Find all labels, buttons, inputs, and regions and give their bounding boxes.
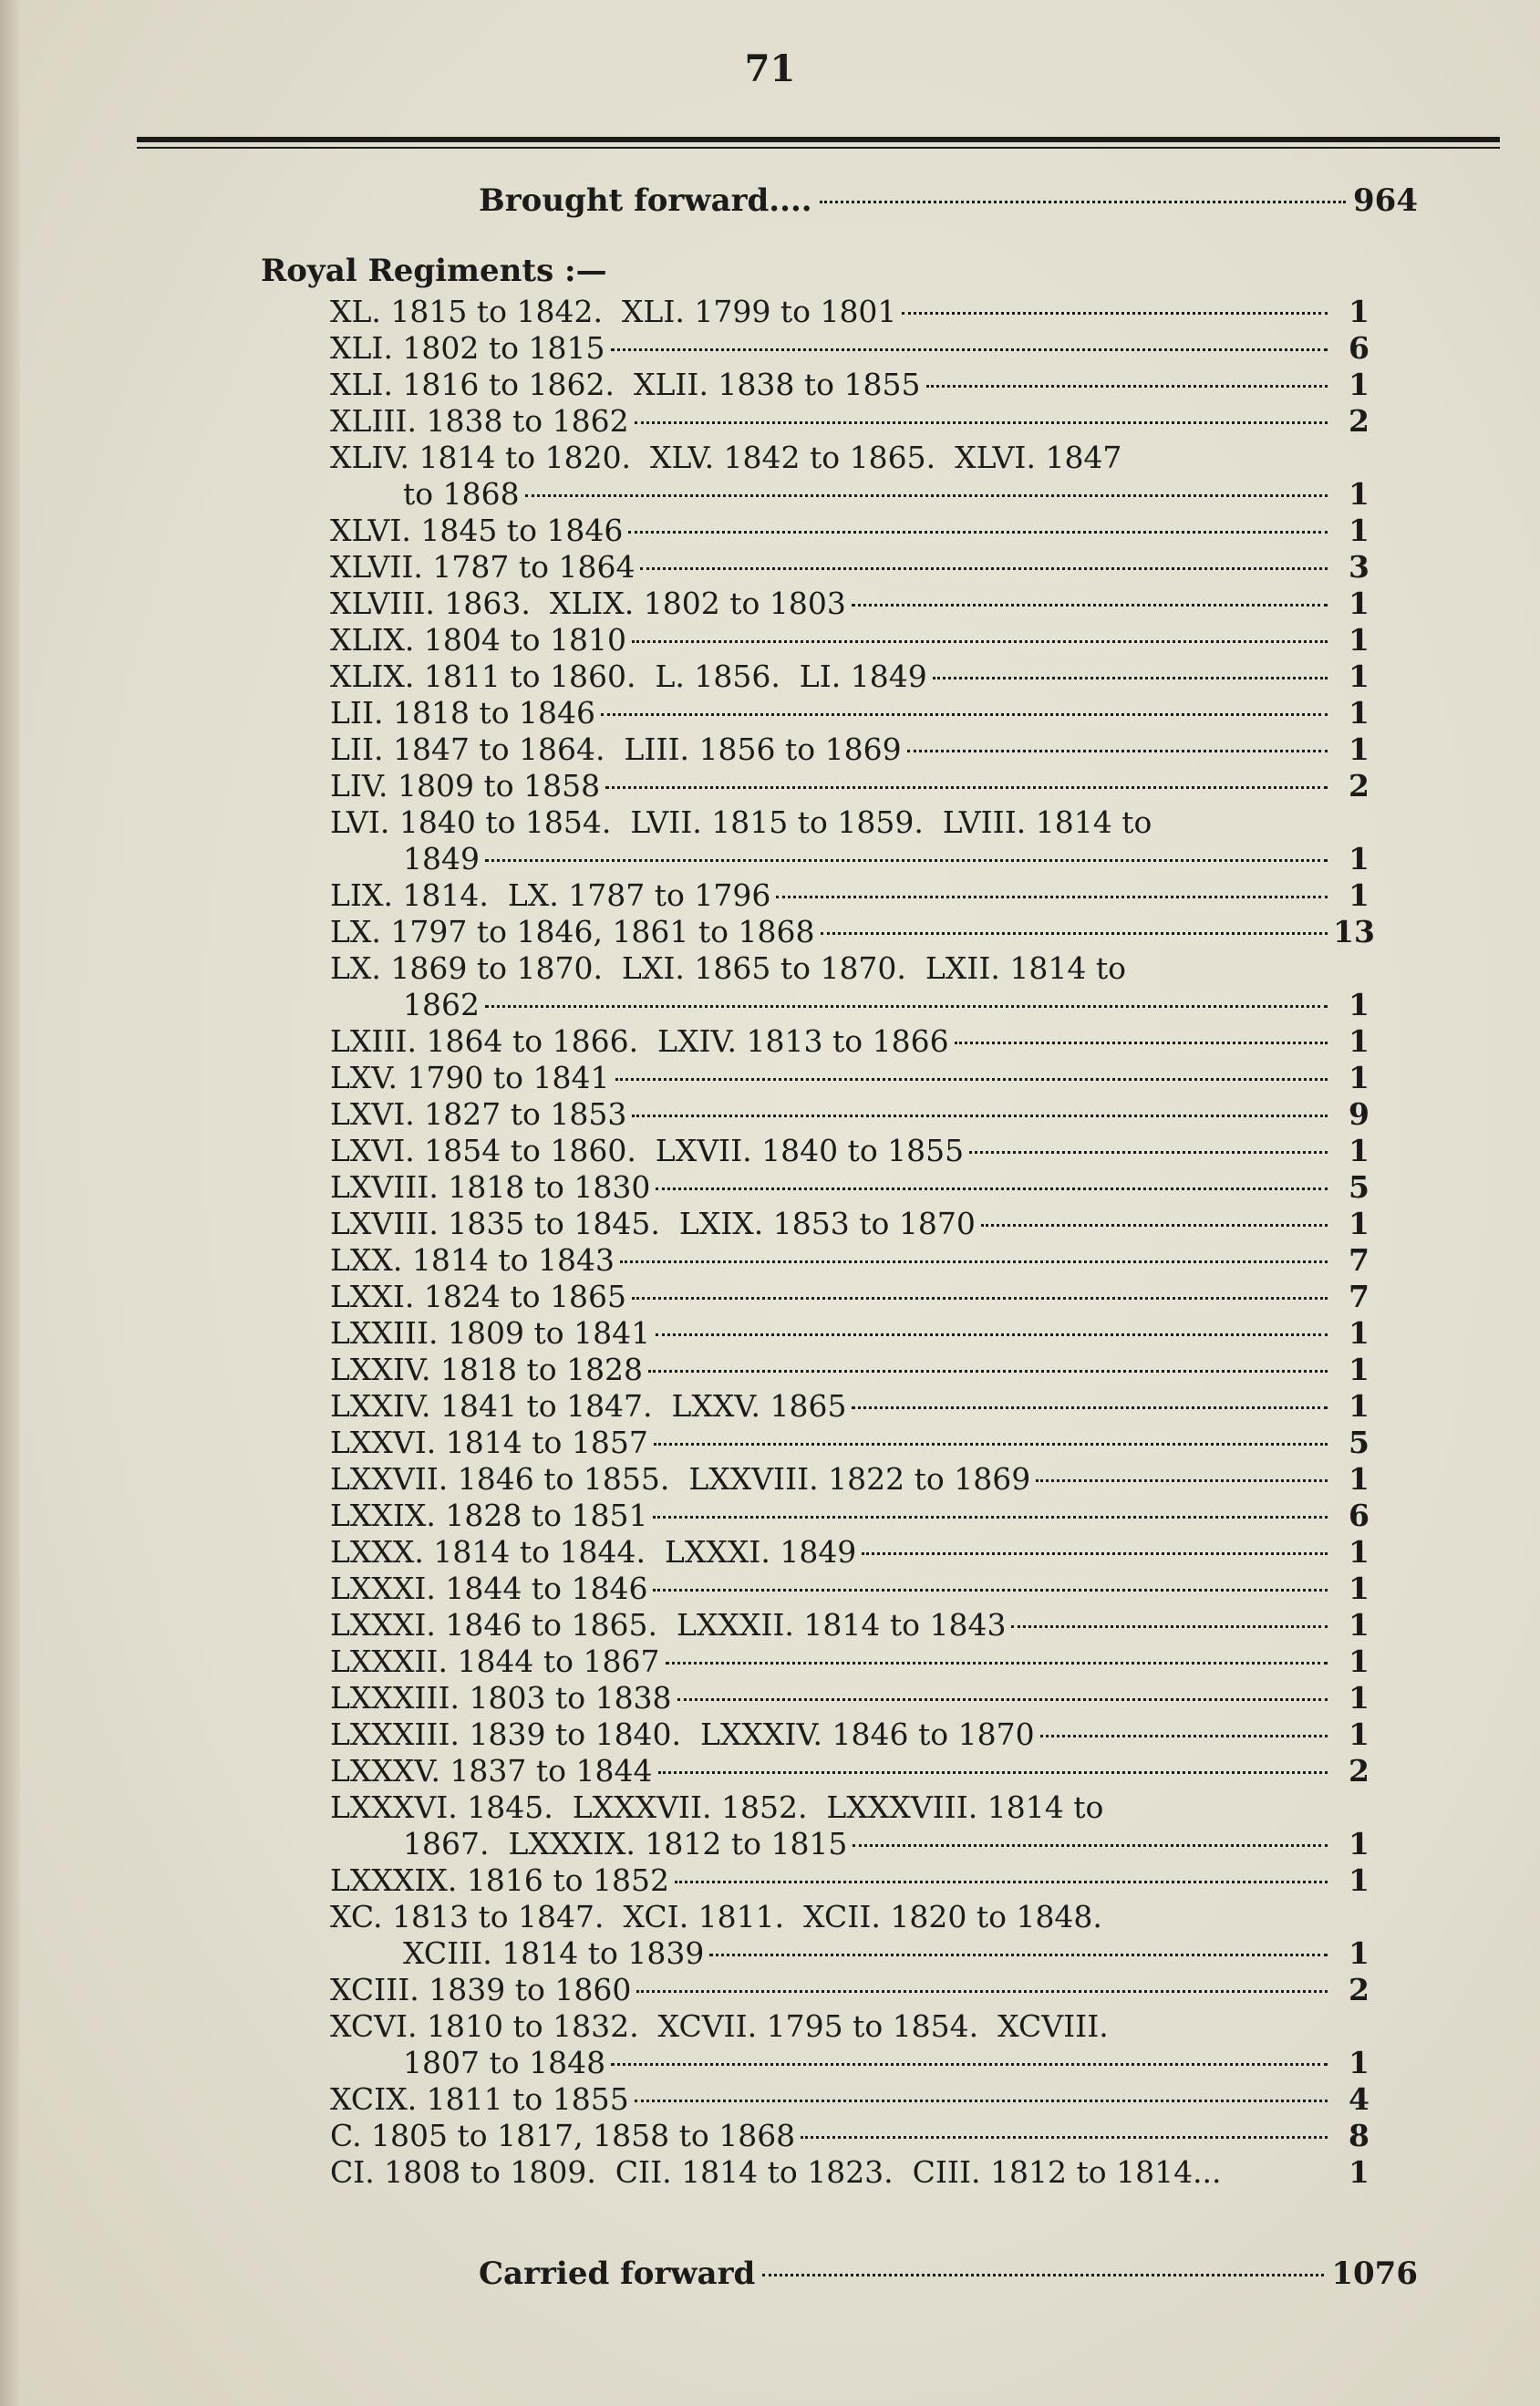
leader-dots bbox=[709, 1954, 1328, 1956]
entry-text: 1849 bbox=[403, 841, 480, 876]
entry-count: 1 bbox=[1349, 1023, 1369, 1059]
regiment-entry bbox=[330, 2008, 1369, 2045]
entry-count: 6 bbox=[1349, 1498, 1369, 1533]
leader-dots bbox=[1011, 1625, 1328, 1628]
entry-continuation-line bbox=[330, 476, 1369, 513]
regiment-entry bbox=[330, 1060, 1369, 1096]
regiment-entry bbox=[330, 2154, 1369, 2191]
entry-text: XLIX. 1804 to 1810 bbox=[330, 622, 626, 658]
leader-dots bbox=[485, 1005, 1328, 1008]
header-double-rule bbox=[137, 137, 1500, 151]
entry-count: 1 bbox=[1349, 1352, 1369, 1387]
entry-count: 1 bbox=[1349, 841, 1369, 876]
entry-text: LXIII. 1864 to 1866. LXIV. 1813 to 1866 bbox=[330, 1023, 949, 1059]
entry-count: 2 bbox=[1349, 1972, 1369, 2007]
entry-text: 1862 bbox=[403, 987, 480, 1022]
entry-text: LX. 1869 to 1870. LXI. 1865 to 1870. LXII. 1814 to bbox=[330, 950, 1126, 986]
entry-count: 1 bbox=[1349, 1607, 1369, 1643]
regiment-entry bbox=[330, 294, 1369, 330]
leader-dots bbox=[907, 750, 1328, 752]
entry-count: 1 bbox=[1349, 1060, 1369, 1095]
entry-text: LX. 1797 to 1846, 1861 to 1868 bbox=[330, 914, 815, 949]
leader-dots bbox=[955, 1042, 1328, 1044]
entry-text: LXXXIX. 1816 to 1852 bbox=[330, 1862, 669, 1898]
entry-text: XLI. 1816 to 1862. XLII. 1838 to 1855 bbox=[330, 367, 921, 402]
leader-dots bbox=[636, 1990, 1328, 1993]
leader-dots bbox=[656, 1187, 1328, 1190]
entry-count: 1 bbox=[1349, 877, 1369, 913]
entry-count: 1 bbox=[1349, 513, 1369, 548]
entry-text: LXXXI. 1846 to 1865. LXXXII. 1814 to 1843 bbox=[330, 1607, 1007, 1643]
regiment-entry bbox=[330, 1972, 1369, 2008]
regiment-entry bbox=[330, 768, 1369, 804]
entry-text: XLVI. 1845 to 1846 bbox=[330, 513, 624, 548]
entry-count: 1 bbox=[1349, 1388, 1369, 1424]
entry-count: 1 bbox=[1349, 659, 1369, 694]
entry-text: XCVI. 1810 to 1832. XCVII. 1795 to 1854. XCVIII. bbox=[330, 2008, 1109, 2044]
leader-dots bbox=[933, 677, 1328, 679]
entry-count: 2 bbox=[1349, 768, 1369, 804]
regiment-entry bbox=[330, 1461, 1369, 1498]
entry-text: LXVI. 1827 to 1853 bbox=[330, 1096, 627, 1132]
leader-dots bbox=[653, 1516, 1328, 1519]
entry-text: LXXIII. 1809 to 1841 bbox=[330, 1315, 651, 1351]
page-spine-shadow bbox=[0, 0, 20, 2406]
leader-dots bbox=[615, 1078, 1328, 1081]
regiment-entry bbox=[330, 1607, 1369, 1644]
entry-text: XL. 1815 to 1842. XLI. 1799 to 1801 bbox=[330, 294, 897, 329]
entry-text: CI. 1808 to 1809. CII. 1814 to 1823. CIII. 1812 to 1814... bbox=[330, 2154, 1222, 2190]
entry-count: 1 bbox=[1349, 1644, 1369, 1679]
page-number: 71 bbox=[744, 47, 796, 90]
regiment-entry bbox=[330, 659, 1369, 695]
entry-count: 5 bbox=[1349, 1425, 1369, 1460]
regiment-entry bbox=[330, 1716, 1369, 1753]
leader-dots bbox=[820, 201, 1346, 203]
entry-text: LXXXIII. 1803 to 1838 bbox=[330, 1680, 672, 1716]
leader-dots bbox=[852, 1406, 1328, 1409]
carried-forward-value: 1076 bbox=[1331, 2256, 1418, 2292]
regiment-entry bbox=[330, 1498, 1369, 1534]
regiment-entry bbox=[330, 1206, 1369, 1242]
regiment-entry bbox=[330, 695, 1369, 731]
regiment-entry bbox=[330, 877, 1369, 914]
regiment-entry bbox=[330, 586, 1369, 622]
entry-text: XLIV. 1814 to 1820. XLV. 1842 to 1865. XLVI. 1847 bbox=[330, 440, 1122, 475]
leader-dots bbox=[1036, 1479, 1328, 1482]
entry-text: XCIII. 1814 to 1839 bbox=[403, 1935, 705, 1971]
entry-count: 1 bbox=[1349, 2045, 1369, 2080]
entry-count: 1 bbox=[1349, 987, 1369, 1022]
regiment-entry bbox=[330, 513, 1369, 549]
leader-dots bbox=[654, 1443, 1328, 1446]
brought-forward-row bbox=[479, 182, 1418, 219]
entry-text: LVI. 1840 to 1854. LVII. 1815 to 1859. LVIII. 1814 to bbox=[330, 804, 1152, 840]
entry-text: LXVIII. 1818 to 1830 bbox=[330, 1169, 651, 1205]
regiment-entry bbox=[330, 1680, 1369, 1716]
entry-text: LXXXVI. 1845. LXXXVII. 1852. LXXXVIII. 1814 to bbox=[330, 1789, 1104, 1825]
entry-count: 1 bbox=[1349, 1461, 1369, 1497]
entry-count: 1 bbox=[1349, 695, 1369, 731]
regiment-entry bbox=[330, 367, 1369, 403]
entry-count: 6 bbox=[1349, 330, 1369, 366]
entry-text: LXXI. 1824 to 1865 bbox=[330, 1279, 626, 1314]
leader-dots bbox=[969, 1151, 1328, 1154]
entry-count: 3 bbox=[1349, 549, 1369, 585]
entry-count: 1 bbox=[1349, 1206, 1369, 1241]
regiment-entry bbox=[330, 1315, 1369, 1352]
entry-text: LXXX. 1814 to 1844. LXXXI. 1849 bbox=[330, 1534, 857, 1570]
entry-text: LIX. 1814. LX. 1787 to 1796 bbox=[330, 877, 771, 913]
entry-count: 1 bbox=[1349, 1680, 1369, 1716]
entry-count: 1 bbox=[1349, 367, 1369, 402]
entry-count: 1 bbox=[1349, 476, 1369, 512]
entry-continuation-line bbox=[330, 841, 1369, 877]
regiment-entry bbox=[330, 1753, 1369, 1789]
leader-dots bbox=[635, 2100, 1328, 2102]
regiment-entry bbox=[330, 549, 1369, 586]
carried-forward-row bbox=[479, 2256, 1418, 2292]
leader-dots bbox=[675, 1881, 1328, 1883]
entry-text: LXXXV. 1837 to 1844 bbox=[330, 1753, 653, 1789]
leader-dots bbox=[776, 896, 1328, 898]
entry-text: XLVII. 1787 to 1864 bbox=[330, 549, 636, 585]
regiment-entry bbox=[330, 1534, 1369, 1571]
entry-count: 9 bbox=[1349, 1096, 1369, 1132]
regiment-entry bbox=[330, 1388, 1369, 1425]
leader-dots bbox=[902, 312, 1328, 315]
regiment-entry bbox=[330, 403, 1369, 440]
entry-text: LXVIII. 1835 to 1845. LXIX. 1853 to 1870 bbox=[330, 1206, 976, 1241]
leader-dots bbox=[525, 494, 1328, 497]
entry-count: 1 bbox=[1349, 1935, 1369, 1971]
regiment-entry bbox=[330, 622, 1369, 659]
leader-dots bbox=[628, 531, 1328, 534]
entry-text: LXX. 1814 to 1843 bbox=[330, 1242, 615, 1278]
brought-forward-value: 964 bbox=[1353, 182, 1418, 219]
regiment-entry bbox=[330, 330, 1369, 367]
leader-dots bbox=[632, 1297, 1328, 1300]
regiment-entry bbox=[330, 1023, 1369, 1060]
entry-count: 1 bbox=[1349, 731, 1369, 767]
leader-dots bbox=[656, 1333, 1328, 1336]
entry-continuation-line bbox=[330, 1826, 1369, 1862]
entry-text: LXXXI. 1844 to 1846 bbox=[330, 1571, 648, 1606]
regiment-entry bbox=[330, 1644, 1369, 1680]
entry-count: 1 bbox=[1349, 586, 1369, 621]
entry-text: LXXXIII. 1839 to 1840. LXXXIV. 1846 to 1870 bbox=[330, 1716, 1035, 1752]
entry-text: LII. 1818 to 1846 bbox=[330, 695, 596, 731]
entry-count: 1 bbox=[1349, 1862, 1369, 1898]
entry-count: 1 bbox=[1349, 1534, 1369, 1570]
regiment-entry bbox=[330, 1242, 1369, 1279]
leader-dots bbox=[852, 604, 1328, 607]
regiment-entry bbox=[330, 804, 1369, 841]
entry-text: LXXVII. 1846 to 1855. LXXVIII. 1822 to 1869 bbox=[330, 1461, 1031, 1497]
entry-count: 1 bbox=[1349, 2154, 1369, 2190]
entry-text: LXXVI. 1814 to 1857 bbox=[330, 1425, 648, 1460]
leader-dots bbox=[620, 1260, 1328, 1263]
entry-text: LXXIV. 1818 to 1828 bbox=[330, 1352, 644, 1387]
leader-dots bbox=[762, 2274, 1324, 2276]
entry-count: 1 bbox=[1349, 1133, 1369, 1168]
entry-continuation-line bbox=[330, 2045, 1369, 2081]
entry-text: XC. 1813 to 1847. XCI. 1811. XCII. 1820 to 1848. bbox=[330, 1899, 1102, 1934]
regiment-entry bbox=[330, 1425, 1369, 1461]
brought-forward-label: Brought forward.... bbox=[479, 182, 812, 219]
entry-count: 5 bbox=[1349, 1169, 1369, 1205]
leader-dots bbox=[853, 1844, 1328, 1847]
section-heading: Royal Regiments :— bbox=[261, 253, 607, 289]
regiment-entry bbox=[330, 2118, 1369, 2154]
leader-dots bbox=[801, 2136, 1328, 2139]
leader-dots bbox=[658, 1771, 1328, 1774]
leader-dots bbox=[601, 713, 1328, 716]
leader-dots bbox=[653, 1589, 1328, 1592]
entry-count: 1 bbox=[1349, 1716, 1369, 1752]
regiment-entry bbox=[330, 1571, 1369, 1607]
leader-dots bbox=[640, 567, 1328, 570]
entry-count: 1 bbox=[1349, 1826, 1369, 1862]
leader-dots bbox=[611, 348, 1328, 351]
leader-dots bbox=[677, 1698, 1328, 1701]
entry-text: LXVI. 1854 to 1860. LXVII. 1840 to 1855 bbox=[330, 1133, 965, 1168]
regiment-entry bbox=[330, 1169, 1369, 1206]
regiment-entry bbox=[330, 440, 1369, 476]
header-rule-thick bbox=[137, 137, 1500, 142]
leader-dots bbox=[926, 385, 1328, 388]
entry-text: to 1868 bbox=[403, 476, 520, 512]
regiment-entry bbox=[330, 1899, 1369, 1935]
leader-dots bbox=[648, 1370, 1328, 1373]
regiment-entry bbox=[330, 914, 1375, 950]
entry-count: 1 bbox=[1349, 1315, 1369, 1351]
header-rule-thin bbox=[137, 147, 1500, 149]
entry-count: 1 bbox=[1349, 1571, 1369, 1606]
entry-text: LXXXII. 1844 to 1867 bbox=[330, 1644, 660, 1679]
entry-text: 1807 to 1848 bbox=[403, 2045, 606, 2080]
leader-dots bbox=[666, 1662, 1328, 1664]
entry-text: 1867. LXXXIX. 1812 to 1815 bbox=[403, 1826, 848, 1862]
regiment-entry bbox=[330, 1096, 1369, 1133]
entry-count: 1 bbox=[1349, 294, 1369, 329]
entry-text: LXV. 1790 to 1841 bbox=[330, 1060, 610, 1095]
entry-continuation-line bbox=[330, 1935, 1369, 1972]
leader-dots bbox=[862, 1552, 1328, 1555]
entry-text: LII. 1847 to 1864. LIII. 1856 to 1869 bbox=[330, 731, 902, 767]
entry-text: C. 1805 to 1817, 1858 to 1868 bbox=[330, 2118, 796, 2153]
carried-forward-label: Carried forward bbox=[479, 2256, 756, 2292]
leader-dots bbox=[605, 786, 1328, 789]
leader-dots bbox=[632, 1115, 1328, 1117]
entry-count: 4 bbox=[1349, 2081, 1369, 2117]
entry-text: LXXIV. 1841 to 1847. LXXV. 1865 bbox=[330, 1388, 847, 1424]
entry-text: XLIII. 1838 to 1862 bbox=[330, 403, 629, 439]
entry-count: 7 bbox=[1349, 1242, 1369, 1278]
leader-dots bbox=[821, 932, 1328, 935]
regiment-entry bbox=[330, 1862, 1369, 1899]
regiment-entry bbox=[330, 1279, 1369, 1315]
entry-text: XCIII. 1839 to 1860 bbox=[330, 1972, 632, 2007]
regiment-entry bbox=[330, 950, 1369, 987]
leader-dots bbox=[635, 421, 1328, 424]
regiment-entry bbox=[330, 1133, 1369, 1169]
leader-dots bbox=[981, 1224, 1328, 1227]
entry-count: 2 bbox=[1349, 403, 1369, 439]
regiment-entry bbox=[330, 1352, 1369, 1388]
regiment-entry bbox=[330, 2081, 1369, 2118]
leader-dots bbox=[1040, 1735, 1328, 1737]
entry-count: 8 bbox=[1349, 2118, 1369, 2153]
entry-count: 7 bbox=[1349, 1279, 1369, 1314]
leader-dots bbox=[611, 2063, 1328, 2066]
entry-text: LIV. 1809 to 1858 bbox=[330, 768, 601, 804]
entry-text: XLVIII. 1863. XLIX. 1802 to 1803 bbox=[330, 586, 846, 621]
regiment-entry bbox=[330, 1789, 1369, 1826]
regiment-entry bbox=[330, 731, 1369, 768]
entry-text: LXXIX. 1828 to 1851 bbox=[330, 1498, 648, 1533]
entry-count: 13 bbox=[1333, 914, 1375, 949]
entry-count: 1 bbox=[1349, 622, 1369, 658]
leader-dots bbox=[485, 859, 1328, 862]
entry-text: XLI. 1802 to 1815 bbox=[330, 330, 605, 366]
regiment-entry-list bbox=[330, 294, 1375, 2191]
entry-text: XLIX. 1811 to 1860. L. 1856. LI. 1849 bbox=[330, 659, 927, 694]
entry-count: 2 bbox=[1349, 1753, 1369, 1789]
leader-dots bbox=[632, 640, 1328, 643]
entry-continuation-line bbox=[330, 987, 1369, 1023]
entry-text: XCIX. 1811 to 1855 bbox=[330, 2081, 629, 2117]
